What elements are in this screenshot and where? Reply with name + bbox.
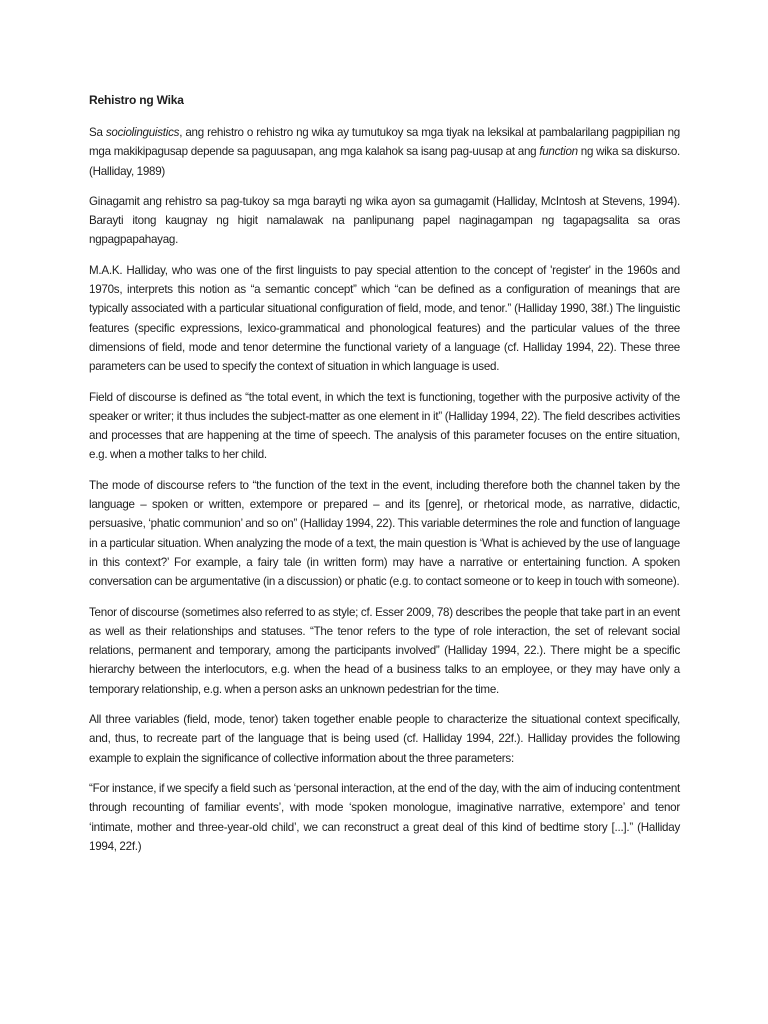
paragraph-1-text-b: , ang rehistro o rehistro ng wika ay tumutukoy sa mga tiyak na leksikal at pambalarilang pagpipilian ng mga makikipagusap depende sa paguusapan, ang mga kalahok sa isang pag-uusap at ang <box>89 126 681 159</box>
paragraph-7: All three variables (field, mode, tenor) taken together enable people to characterize the situational context specifically, and, thus, to recreate part of the language that is being used (cf. Halliday 1994, 22f.). Halliday provides the following example to explain the significance of collective information about the three parameters: <box>89 713 680 765</box>
paragraph-3: M.A.K. Halliday, who was one of the first linguists to pay special attention to the concept of 'register' in the 1960s and 1970s, interprets this notion as “a semantic concept” which “can be defined as a configuration of meanings that are typically associated with a particular situational configuration of field, mode, and tenor.” (Halliday 1990, 38f.) The linguistic features (specific expressions, lexico-grammatical and phonological features) and the particular values of the three dimensions of field, mode and tenor determine the functional variety of a language (cf. Halliday 1994, 22). These three parameters can be used to specify the context of situation in which language is used. <box>89 263 680 374</box>
paragraph-6: Tenor of discourse (sometimes also referred to as style; cf. Esser 2009, 78) describes the people that take part in an event as well as their relationships and statuses. “The tenor refers to the type of role interaction, the set of relevant social relations, permanent and temporary, among the participants involved” (Halliday 1994, 22.). There might be a specific hierarchy between the interlocutors, e.g. when the head of a business talks to an employee, or they may have only a temporary relationship, e.g. when a person asks an unknown pedestrian for the time. <box>89 605 680 696</box>
paragraph-1-italic-function: function <box>539 145 578 159</box>
paragraph-8-quote: “For instance, if we specify a field such as ‘personal interaction, at the end of the day, with the aim of inducing contentment through recounting of familiar events’, with mode ‘spoken monologue, imaginative narrative, extempore’ and tenor ‘intimate, mother and three-year-old child’, we can reconstruct a great deal of this kind of bedtime story [...].” (Halliday 1994, 22f.) <box>89 781 680 853</box>
paragraph-1-italic-sociolinguistics: sociolinguistics <box>105 126 180 139</box>
paragraph-5: The mode of discourse refers to “the function of the text in the event, including therefore both the channel taken by the language – spoken or written, extempore or prepared – and its [genre], or rhetorical mode, as narrative, didactic, persuasive, ‘phatic communion’ and so on” (Halliday 1994, 22). This variable determines the role and function of language in a particular situation. When analyzing the mode of a text, the main question is ‘What is achieved by the use of language in this context?’ For example, a fairy tale (in written form) may have a narrative or entertaining function. A spoken conversation can be argumentative (in a discussion) or phatic (e.g. to contact someone or to keep in touch with someone). <box>89 478 680 589</box>
paragraph-1-text-a: Sa <box>89 126 106 139</box>
paragraph-4: Field of discourse is defined as “the total event, in which the text is functioning, together with the purposive activity of the speaker or writer; it thus includes the subject-matter as one element in it” (Halliday 1994, 22). The field describes activities and processes that are happening at the time of speech. The analysis of this parameter focuses on the entire situation, e.g. when a mother talks to her child. <box>89 390 680 462</box>
document-title: Rehistro ng Wika <box>89 93 184 107</box>
paragraph-1-text-c: ng wika sa diskurso. (Halliday, 1989) <box>89 145 680 178</box>
paragraph-2: Ginagamit ang rehistro sa pag-tukoy sa mga barayti ng wika ayon sa gumagamit (Halliday, McIntosh at Stevens, 1994). Barayti itong kaugnay ng higit namalawak na panlipunang papel naginagampan ng tagapagsalita sa oras ngpagpapahayag. <box>89 194 680 247</box>
paragraph-1 <box>89 123 680 181</box>
